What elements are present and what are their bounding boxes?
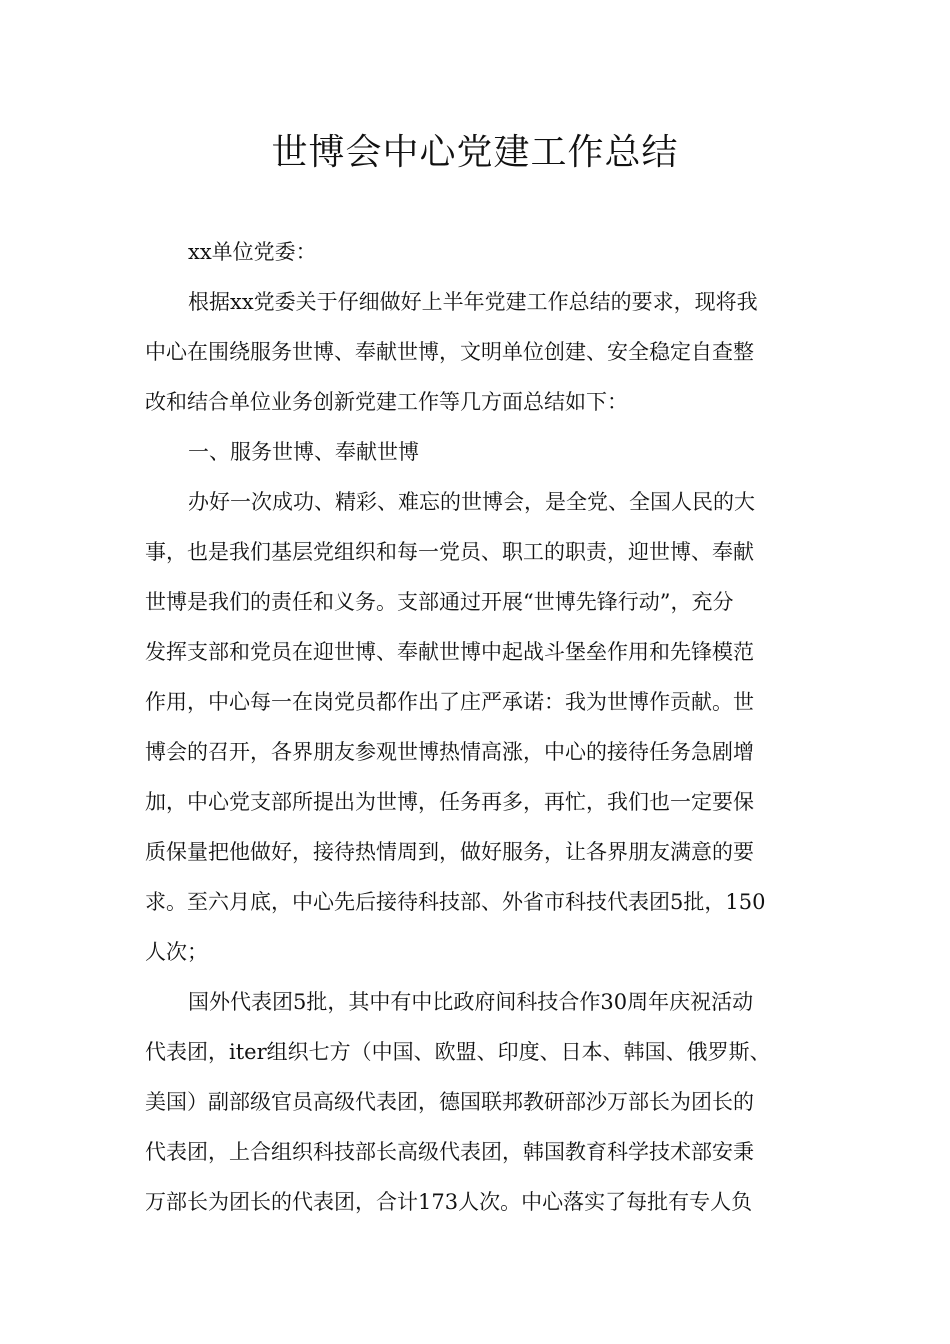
paragraph-line: 发挥支部和党员在迎世博、奉献世博中起战斗堡垒作用和先锋模范 (145, 640, 754, 664)
paragraph-line: 改和结合单位业务创新党建工作等几方面总结如下： (145, 390, 628, 414)
paragraph-line: 根据xx党委关于仔细做好上半年党建工作总结的要求，现将我 (188, 290, 758, 314)
paragraph-line: 质保量把他做好，接待热情周到，做好服务，让各界朋友满意的要 (145, 840, 754, 864)
paragraph-line: 万部长为团长的代表团，合计173人次。中心落实了每批有专人负 (145, 1190, 753, 1214)
paragraph-line: 作用，中心每一在岗党员都作出了庄严承诺：我为世博作贡献。世 (145, 690, 754, 714)
paragraph-line: 国外代表团5批，其中有中比政府间科技合作30周年庆祝活动 (188, 990, 754, 1014)
paragraph-line: 办好一次成功、精彩、难忘的世博会，是全党、全国人民的大 (188, 490, 755, 514)
paragraph-line: 事，也是我们基层党组织和每一党员、职工的职责，迎世博、奉献 (145, 540, 754, 564)
paragraph-line: 人次； (145, 940, 208, 964)
paragraph-line: 中心在围绕服务世博、奉献世博，文明单位创建、安全稳定自查整 (145, 340, 754, 364)
section-heading: 一、服务世博、奉献世博 (188, 440, 419, 464)
paragraph-line: 求。至六月底，中心先后接待科技部、外省市科技代表团5批，150 (145, 890, 766, 914)
paragraph-line: 博会的召开，各界朋友参观世博热情高涨，中心的接待任务急剧增 (145, 740, 754, 764)
paragraph-line: 加，中心党支部所提出为世博，任务再多，再忙，我们也一定要保 (145, 790, 754, 814)
document-title: 世博会中心党建工作总结 (271, 132, 679, 173)
salutation: xx单位党委： (188, 240, 317, 264)
paragraph-line: 代表团，iter组织七方（中国、欧盟、印度、日本、韩国、俄罗斯、 (145, 1040, 771, 1064)
paragraph-line: 代表团，上合组织科技部长高级代表团，韩国教育科学技术部安秉 (145, 1140, 754, 1164)
paragraph-line: 世博是我们的责任和义务。支部通过开展“世博先锋行动”，充分 (145, 590, 734, 614)
paragraph-line: 美国）副部级官员高级代表团，德国联邦教研部沙万部长为团长的 (145, 1090, 754, 1114)
